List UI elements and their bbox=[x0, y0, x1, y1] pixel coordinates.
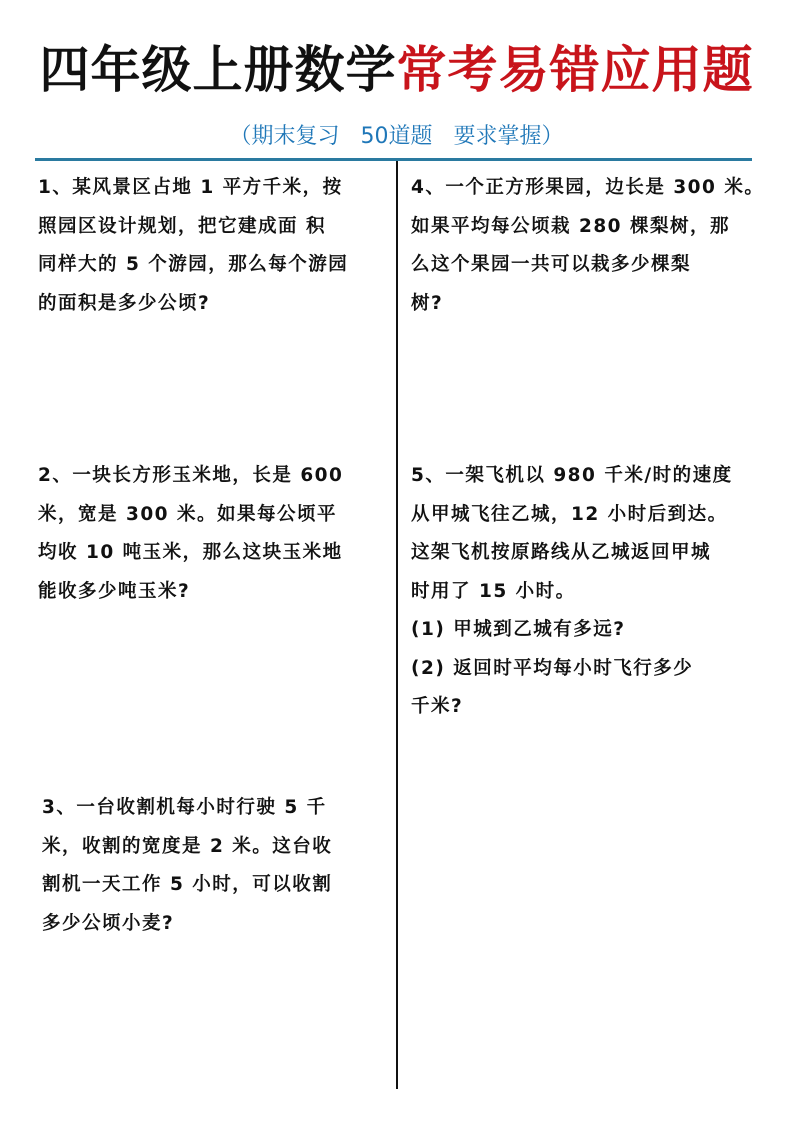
question-line: 照园区设计规划，把它建成面 积 bbox=[38, 215, 326, 237]
question-line: 5、一架飞机以 980 千米/时的速度 bbox=[411, 465, 733, 486]
header-divider bbox=[35, 158, 752, 161]
sub-question-2: (2) 返回时平均每小时飞行多少 bbox=[411, 657, 694, 679]
question-line: 2、一块长方形玉米地，长是 600 bbox=[38, 465, 344, 486]
question-line: 1、某风景区占地 1 平方千米，按 bbox=[38, 177, 343, 198]
question-line: 4、一个正方形果园，边长是 300 米。 bbox=[411, 177, 765, 198]
question-line: 米，收割的宽度是 2 米。这台收 bbox=[42, 835, 333, 857]
question-line: 多少公顷小麦? bbox=[42, 912, 175, 934]
question-line: 时用了 15 小时。 bbox=[411, 580, 576, 602]
question-line: 同样大的 5 个游园，那么每个游园 bbox=[38, 254, 349, 275]
question-line: 树? bbox=[411, 292, 444, 314]
title-black-part: 四年级上册数学 bbox=[39, 40, 397, 99]
page-subtitle: （期末复习 50道题 要求掌握） bbox=[229, 124, 564, 149]
question-line: 从甲城飞往乙城，12 小时后到达。 bbox=[411, 503, 728, 525]
question-line: 的面积是多少公顷? bbox=[38, 292, 211, 314]
question-line: 割机一天工作 5 小时，可以收割 bbox=[42, 874, 333, 895]
question-line: 么这个果园一共可以栽多少棵梨 bbox=[411, 254, 692, 275]
question-4 bbox=[411, 169, 765, 323]
question-2 bbox=[38, 457, 383, 611]
title-red-part: 常考易错应用题 bbox=[396, 40, 754, 99]
question-line: 均收 10 吨玉米，那么这块玉米地 bbox=[38, 542, 343, 563]
question-1 bbox=[38, 169, 383, 323]
question-line: 米，宽是 300 米。如果每公顷平 bbox=[38, 503, 337, 525]
sub-question-1: (1) 甲城到乙城有多远? bbox=[411, 619, 626, 640]
question-line: 千米? bbox=[411, 696, 464, 717]
question-3 bbox=[42, 789, 383, 943]
column-divider bbox=[396, 161, 398, 1089]
question-line: 3、一台收割机每小时行驶 5 千 bbox=[42, 797, 327, 818]
question-5 bbox=[411, 457, 757, 727]
question-line: 这架飞机按原路线从乙城返回甲城 bbox=[411, 542, 712, 563]
page-title bbox=[0, 40, 793, 100]
question-line: 能收多少吨玉米? bbox=[38, 580, 191, 602]
question-line: 如果平均每公顷栽 280 棵梨树，那 bbox=[411, 215, 730, 237]
